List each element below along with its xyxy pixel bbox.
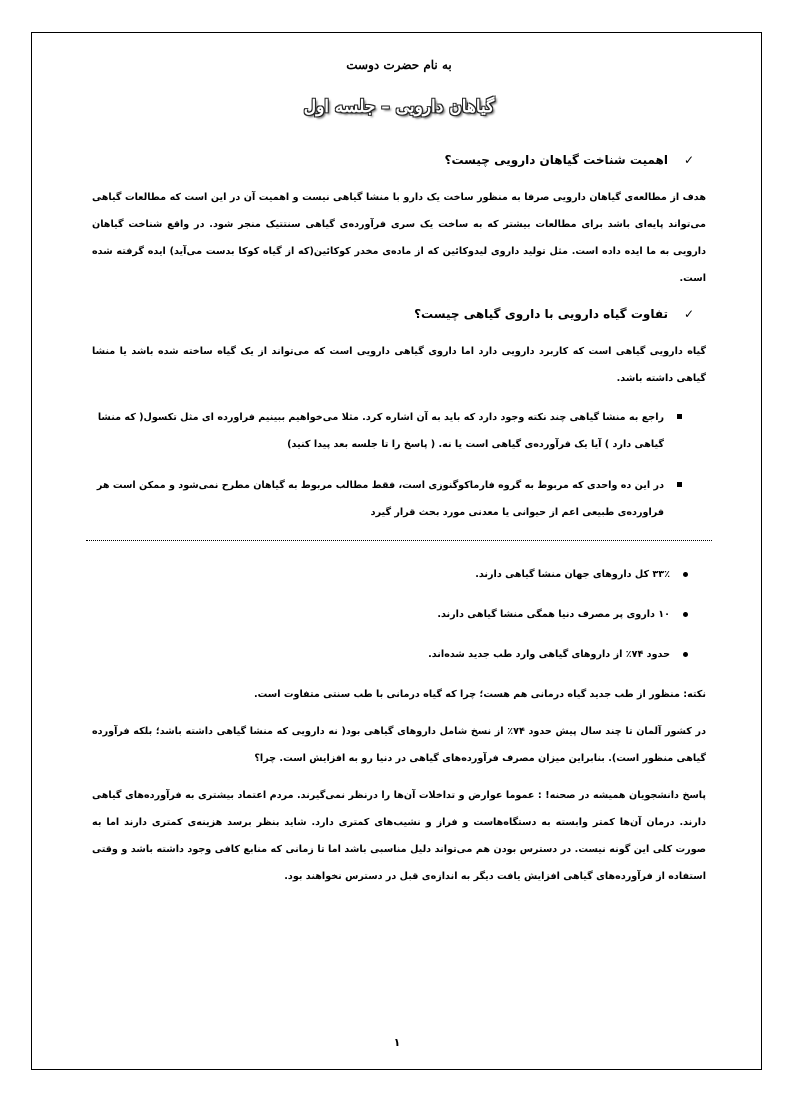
section-heading-difference-text: تفاوت گیاه دارویی با داروی گیاهی چیست؟ (414, 307, 668, 321)
list-item-text: راجع به منشا گیاهی چند نکته وجود دارد که باید به آن اشاره کرد. مثلا می‌خواهیم ببینیم فراورده ای مثل تکسول( که منشا گیاهی دارد ) آیا یک فرآورده‌ی گیاهی است یا نه. ( پاسخ را تا جلسه بعد پیدا کنید) (97, 412, 664, 450)
dotted-divider (86, 540, 712, 541)
bismillah-header: به نام حضرت دوست (346, 58, 452, 72)
list-item (92, 404, 682, 458)
document-title: گیاهان دارویی – جلسه اول (303, 97, 495, 117)
section-heading-difference (92, 302, 706, 326)
list-item-text: ۱۰ داروی پر مصرف دنیا همگی منشا گیاهی دارند. (437, 609, 670, 620)
list-item (92, 472, 682, 526)
document-body (92, 54, 706, 890)
paragraph-answer: پاسخ دانشجویان همیشه در صحنه! : عموما عوارض و تداخلات آن‌ها را درنظر نمی‌گیرند. مردم اعتماد بیشتری به فرآورده‌های گیاهی دارند. درمان آن‌ها کمتر وابسته به دستگاه‌هاست و فراز و نشیب‌های کمتری دارد. شاید بنظر برسد هزینه‌ی کمتری دارند اما به صورت کلی این گونه نیست. در دسترس بودن هم می‌تواند دلیل مناسبی باشد اما تا زمانی که منابع کافی وجود داشته باشد و وقتی استفاده از فرآورده‌های گیاهی افزایش یافت دیگر به اندازه‌ی قبل در دسترس نخواهند بود. (92, 790, 706, 882)
dot-bullet-icon (683, 612, 688, 617)
page-number: ۱ (393, 1036, 401, 1049)
list-item-text: حدود ۷۴٪ از داروهای گیاهی وارد طب جدید شده‌اند. (428, 649, 670, 660)
list-item-text: در این ده واحدی که مربوط به گروه فارماکوگنوزی است، فقط مطالب مربوط به گیاهان مطرح نمی‌شود و ممکن است هر فراورده‌ی طبیعی اعم از حیوانی یا معدنی مورد بحث قرار گیرد (96, 480, 664, 518)
checkmark-icon: ✓ (683, 307, 694, 321)
list-item (92, 565, 688, 585)
paragraph-importance: هدف از مطالعه‌ی گیاهان دارویی صرفا به منظور ساخت یک دارو با منشا گیاهی نیست و اهمیت آن در این است که مطالعات گیاهی می‌تواند پایه‌ای باشد برای مطالعات بیشتر که به ساخت یک سری فرآورده‌ی گیاهی سنتتیک منجر شود. در واقع شناخت گیاهان دارویی به ما ایده داده است. مثل تولید داروی لیدوکائین که از ماده‌ی مخدر کوکائین(که از گیاه کوکا بدست می‌آید) ایده گرفته شده است. (92, 192, 706, 284)
square-bullet-list (92, 404, 706, 526)
checkmark-icon: ✓ (683, 153, 694, 167)
list-item (92, 605, 688, 625)
paragraph-definition: گیاه دارویی گیاهی است که کاربرد دارویی دارد اما داروی گیاهی دارویی است که می‌تواند از یک گیاه ساخته شده باشد یا منشا گیاهی داشته باشد. (92, 346, 706, 384)
section-heading-importance (92, 148, 706, 172)
square-bullet-icon (677, 482, 682, 487)
paragraph-germany: در کشور آلمان تا چند سال پیش حدود ۷۴٪ از نسخ شامل داروهای گیاهی بود( نه دارویی که منشا گیاهی داشته باشد؛ بلکه فرآورده گیاهی منظور است). بنابراین میزان مصرف فرآورده‌های گیاهی در دنیا رو به افزایش است. چرا؟ (92, 726, 706, 764)
dot-bullet-icon (683, 652, 688, 657)
dot-bullet-list (92, 565, 706, 665)
section-heading-importance-text: اهمیت شناخت گیاهان دارویی چیست؟ (444, 153, 668, 167)
dot-bullet-icon (683, 572, 688, 577)
note-paragraph: نکته: منظور از طب جدید گیاه درمانی هم هست؛ چرا که گیاه درمانی با طب سنتی متفاوت است. (253, 689, 706, 700)
square-bullet-icon (677, 414, 682, 419)
list-item-text: ۳۳٪ کل داروهای جهان منشا گیاهی دارند. (475, 569, 670, 580)
list-item (92, 645, 688, 665)
